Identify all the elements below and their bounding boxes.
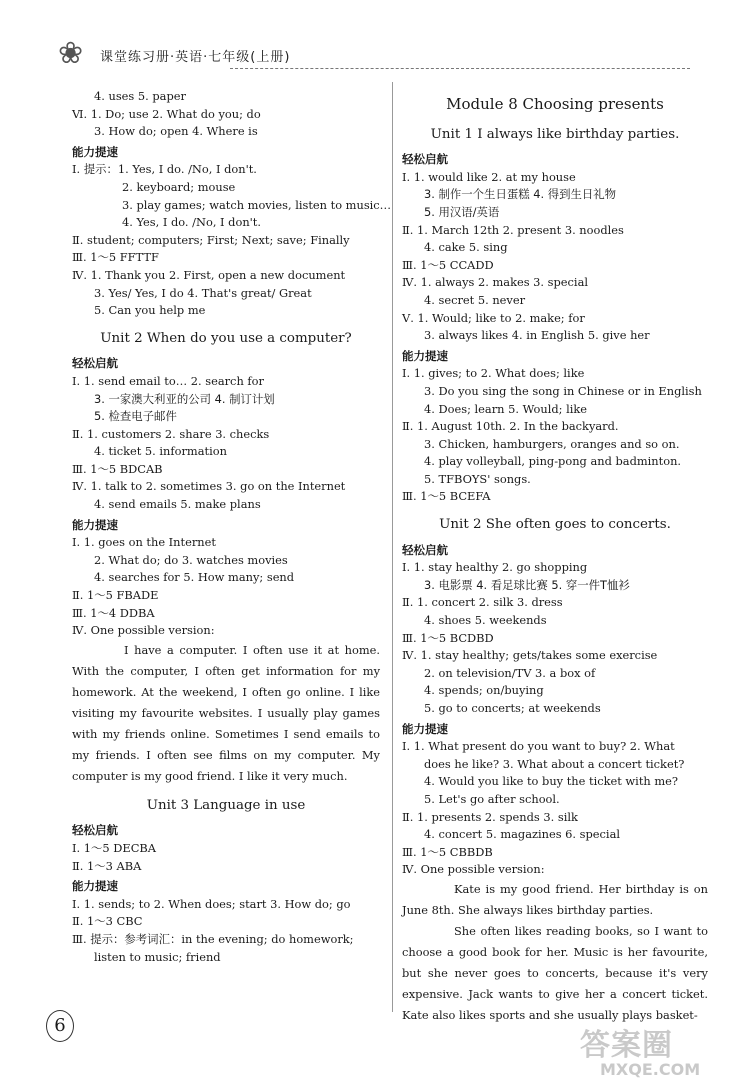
- answer-line: 4. searches for 5. How many; send: [94, 570, 295, 585]
- essay-paragraph: Kate is my good friend. Her birthday is on June 8th. She always likes birthday parties.: [402, 881, 708, 917]
- essay-paragraph: I have a computer. I often use it at home. With the computer, I often get information for my homework. At the weekend, I often go online. I like visiting my favourite websites. I usually play games with my friends online. Sometimes I send emails to my friends. I often see films on my computer. My computer is my good friend. I like it very much.: [72, 642, 380, 783]
- answer-line: Ⅰ. 1. send email to… 2. search for: [72, 373, 264, 388]
- answer-line: 5. TFBOYS' songs.: [424, 471, 531, 486]
- answer-line: Ⅵ. 1. Do; use 2. What do you; do: [72, 106, 261, 121]
- answer-line: Ⅱ. 1～5 FBADE: [72, 588, 159, 603]
- answer-line: Ⅱ. 1. customers 2. share 3. checks: [72, 426, 270, 441]
- answer-line: Ⅲ. 1～5 CBBDB: [402, 844, 493, 859]
- answer-line: 5. go to concerts; at weekends: [424, 701, 601, 715]
- answer-line: Ⅱ. 1. presents 2. spends 3. silk: [402, 809, 578, 824]
- answer-line: Ⅲ. 1～5 FFTTF: [72, 250, 159, 265]
- answer-line: Ⅱ. 1～3 CBC: [72, 914, 143, 929]
- section-heading: 能力提速: [72, 517, 118, 532]
- answer-line: Ⅲ. 1～5 BCEFA: [402, 489, 491, 504]
- answer-line: 5. Can you help me: [94, 303, 206, 318]
- answer-line: 4. Would you like to buy the ticket with me?: [424, 774, 679, 789]
- answer-line: 4. send emails 5. make plans: [94, 497, 261, 512]
- section-heading: 轻松启航: [72, 823, 118, 838]
- answer-line: Ⅲ. 1～5 BDCAB: [72, 461, 163, 476]
- answer-line: Ⅳ. 1. always 2. makes 3. special: [402, 275, 588, 290]
- answer-line: 5. 检查电子邮件: [94, 409, 177, 424]
- watermark-url: MXQE.COM: [600, 1060, 701, 1079]
- section-heading: 轻松启航: [72, 356, 118, 371]
- answer-line: Ⅰ. 1. What present do you want to buy? 2. What: [402, 739, 675, 754]
- unit-title: Unit 2 When do you use a computer?: [100, 330, 352, 346]
- answer-line: 3. play games; watch movies, listen to music…: [122, 197, 392, 212]
- answer-line: Ⅰ. 提示：1. Yes, I do. /No, I don't.: [72, 162, 257, 177]
- essay-paragraph: She often likes reading books, so I want to choose a good book for her. Music is her favourite, but she never goes to concerts, because it's very expensive. Jack wants to give her a concert ticket. Kate also likes sports and she usually plays basket-: [402, 923, 708, 1022]
- answer-line: 3. 一家澳大利亚的公司 4. 制订计划: [94, 391, 275, 406]
- section-heading: 能力提速: [72, 879, 118, 894]
- answer-line: does he like? 3. What about a concert ticket?: [424, 756, 685, 771]
- answer-line: 3. Do you sing the song in Chinese or in English: [424, 383, 702, 398]
- header-rule: [230, 68, 690, 69]
- answer-line: 4. concert 5. magazines 6. special: [424, 827, 620, 842]
- answer-line: Ⅲ. 1～4 DDBA: [72, 605, 155, 620]
- right-column: [402, 96, 708, 1026]
- answer-line: 2. keyboard; mouse: [122, 179, 236, 194]
- answer-line: 5. 用汉语/英语: [424, 204, 500, 219]
- left-column: [72, 88, 392, 966]
- answer-line: Ⅳ. One possible version:: [402, 862, 545, 877]
- answer-line: Ⅱ. 1. concert 2. silk 3. dress: [402, 595, 563, 610]
- answer-line: 3. Yes/ Yes, I do 4. That's great/ Great: [94, 285, 312, 300]
- section-heading: 轻松启航: [402, 152, 448, 167]
- answer-line: Ⅰ. 1. stay healthy 2. go shopping: [402, 560, 588, 575]
- unit-title: Unit 1 I always like birthday parties.: [430, 126, 680, 142]
- answer-line: 4. cake 5. sing: [424, 240, 508, 255]
- answer-line: 4. ticket 5. information: [94, 444, 227, 459]
- answer-line: Ⅱ. 1. March 12th 2. present 3. noodles: [402, 222, 624, 237]
- answer-line: Ⅰ. 1. goes on the Internet: [72, 535, 216, 550]
- answer-line: listen to music; friend: [94, 949, 221, 964]
- watermark-logo: 答案圈: [580, 1028, 673, 1063]
- answer-line: 5. Let's go after school.: [424, 791, 560, 806]
- answer-line: 3. always likes 4. in English 5. give her: [424, 328, 650, 343]
- answer-line: Ⅳ. 1. stay healthy; gets/takes some exercise: [402, 648, 658, 663]
- answer-line: 3. 电影票 4. 看足球比赛 5. 穿一件T恤衫: [424, 577, 630, 592]
- answer-line: Ⅲ. 1～5 BCDBD: [402, 630, 494, 645]
- answer-line: Ⅰ. 1～5 DECBA: [72, 841, 157, 855]
- answer-line: 4. Does; learn 5. Would; like: [424, 401, 588, 416]
- answer-line: 2. What do; do 3. watches movies: [94, 552, 288, 567]
- answer-line: 4. Yes, I do. /No, I don't.: [122, 215, 261, 230]
- page-number: 6: [46, 1010, 74, 1042]
- answer-line: 2. on television/TV 3. a box of: [424, 665, 596, 680]
- answer-line: Ⅱ. 1. August 10th. 2. In the backyard.: [402, 419, 619, 434]
- answer-line: 4. shoes 5. weekends: [424, 613, 547, 628]
- answer-line: Ⅰ. 1. sends; to 2. When does; start 3. How do; go: [72, 896, 351, 911]
- answer-line: Ⅲ. 提示：参考词汇：in the evening; do homework;: [72, 931, 354, 946]
- unit-title: Unit 3 Language in use: [146, 797, 306, 813]
- answer-line: 4. spends; on/buying: [424, 683, 544, 698]
- answer-line: 3. How do; open 4. Where is: [94, 124, 258, 139]
- section-heading: 轻松启航: [402, 542, 448, 557]
- answer-line: Ⅴ. 1. Would; like to 2. make; for: [402, 310, 585, 325]
- answer-line: 3. 制作一个生日蛋糕 4. 得到生日礼物: [424, 187, 617, 202]
- answer-line: Ⅰ. 1. gives; to 2. What does; like: [402, 366, 585, 381]
- answer-line: Ⅱ. student; computers; First; Next; save; Finally: [72, 232, 350, 247]
- page-header: [40, 36, 690, 72]
- section-heading: 能力提速: [72, 144, 118, 159]
- answer-line: Ⅲ. 1～5 CCADD: [402, 257, 494, 272]
- answer-line: Ⅳ. 1. talk to 2. sometimes 3. go on the Internet: [72, 479, 346, 494]
- module-title: Module 8 Choosing presents: [446, 95, 664, 113]
- answer-line: Ⅳ. One possible version:: [72, 623, 215, 638]
- section-heading: 能力提速: [402, 348, 448, 363]
- unit-title: Unit 2 She often goes to concerts.: [439, 517, 671, 533]
- answer-line: Ⅳ. 1. Thank you 2. First, open a new document: [72, 267, 346, 282]
- column-divider: [392, 82, 393, 1012]
- answer-line: 4. play volleyball, ping-pong and badminton.: [424, 454, 682, 469]
- header-title: 课堂练习册·英语·七年级(上册): [100, 50, 291, 65]
- answer-line: Ⅰ. 1. would like 2. at my house: [402, 169, 576, 184]
- section-heading: 能力提速: [402, 721, 448, 736]
- answer-line: 4. uses 5. paper: [94, 89, 186, 103]
- answer-line: 3. Chicken, hamburgers, oranges and so on.: [424, 436, 680, 451]
- flower-ornament-icon: ❀: [58, 36, 84, 71]
- answer-line: 4. secret 5. never: [424, 292, 526, 307]
- answer-line: Ⅱ. 1～3 ABA: [72, 858, 142, 873]
